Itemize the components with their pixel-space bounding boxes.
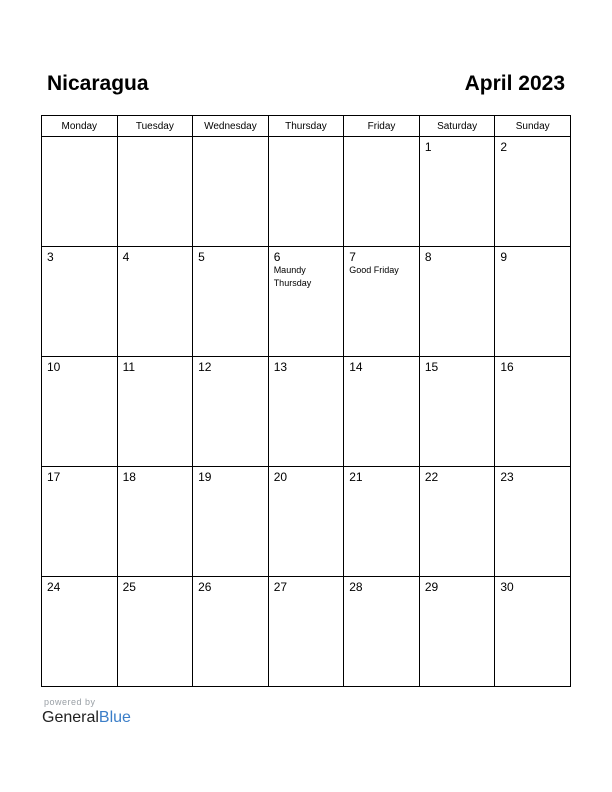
- brand-blue-text: Blue: [98, 709, 131, 726]
- day-number: 15: [424, 360, 439, 374]
- day-number: [193, 137, 268, 140]
- footer-branding: [42, 697, 131, 728]
- holiday-label: Good Friday: [349, 265, 399, 275]
- day-number: 19: [198, 470, 212, 484]
- brand-general-text: General: [42, 709, 99, 726]
- day-number: 24: [47, 580, 61, 594]
- holiday-label: Maundy Thursday: [273, 265, 312, 288]
- day-number: 5: [198, 250, 205, 264]
- day-cell: [268, 577, 344, 687]
- day-number: 29: [424, 580, 439, 594]
- day-number: 11: [122, 360, 136, 374]
- day-cell: [42, 137, 118, 247]
- day-number: 8: [424, 250, 432, 264]
- day-cell: [344, 467, 420, 577]
- day-number: [269, 137, 344, 140]
- day-cell: [193, 357, 269, 467]
- day-cell: [344, 577, 420, 687]
- generalblue-logo[interactable]: [42, 708, 131, 728]
- country-title: Nicaragua: [47, 72, 149, 95]
- day-number: 10: [47, 360, 61, 374]
- day-cell: [268, 137, 344, 247]
- weekday-header-row: [42, 116, 571, 137]
- day-cell: [117, 247, 193, 357]
- weekday-header: Wednesday: [193, 116, 269, 137]
- day-number: 25: [122, 580, 136, 594]
- day-number: 14: [349, 360, 363, 374]
- weekday-header: Sunday: [495, 116, 571, 137]
- day-cell: [42, 577, 118, 687]
- day-number: 16: [500, 360, 514, 374]
- day-cell: [193, 247, 269, 357]
- day-cell: [268, 247, 344, 357]
- day-number: 1: [424, 140, 432, 154]
- week-row: [42, 577, 571, 687]
- day-number: 21: [349, 470, 363, 484]
- day-number: 2: [500, 140, 508, 154]
- week-row: [42, 247, 571, 357]
- day-number: 23: [500, 470, 514, 484]
- day-cell: [117, 137, 193, 247]
- day-number: 7: [349, 250, 356, 264]
- week-row: [42, 467, 571, 577]
- day-cell: [193, 137, 269, 247]
- weekday-header: Thursday: [268, 116, 344, 137]
- day-number: 18: [122, 470, 136, 484]
- day-cell: [42, 247, 118, 357]
- day-cell: [193, 467, 269, 577]
- day-number: 22: [424, 470, 439, 484]
- day-number: [42, 137, 117, 140]
- day-cell: [193, 577, 269, 687]
- calendar-grid: [41, 115, 571, 687]
- day-cell: [419, 577, 495, 687]
- day-cell: [117, 467, 193, 577]
- day-number: 9: [500, 250, 508, 264]
- day-cell: [117, 577, 193, 687]
- day-cell: [117, 357, 193, 467]
- day-number: 6: [273, 250, 281, 264]
- day-cell: [495, 577, 571, 687]
- day-cell: [344, 137, 420, 247]
- powered-by-label: powered by: [44, 697, 96, 707]
- day-number: 28: [349, 580, 363, 594]
- day-cell: [344, 247, 420, 357]
- day-cell: [419, 137, 495, 247]
- day-cell: [419, 467, 495, 577]
- weekday-header: Tuesday: [117, 116, 193, 137]
- day-number: [344, 137, 419, 140]
- month-year-title: April 2023: [464, 72, 565, 95]
- day-cell: [268, 357, 344, 467]
- day-number: 3: [47, 250, 54, 264]
- day-number: 4: [122, 250, 130, 264]
- day-cell: [419, 357, 495, 467]
- day-number: 26: [198, 580, 212, 594]
- weekday-header: Friday: [344, 116, 420, 137]
- week-row: [42, 137, 571, 247]
- day-number: 13: [273, 360, 288, 374]
- weekday-header: Saturday: [419, 116, 495, 137]
- day-cell: [495, 137, 571, 247]
- day-cell: [495, 357, 571, 467]
- week-row: [42, 357, 571, 467]
- weekday-header: Monday: [42, 116, 118, 137]
- day-cell: [495, 247, 571, 357]
- day-number: [118, 137, 193, 140]
- day-cell: [42, 357, 118, 467]
- day-number: 20: [273, 470, 288, 484]
- day-cell: [344, 357, 420, 467]
- day-number: 30: [500, 580, 514, 594]
- day-number: 27: [273, 580, 288, 594]
- day-cell: [42, 467, 118, 577]
- day-cell: [495, 467, 571, 577]
- day-number: 17: [47, 470, 61, 484]
- day-cell: [268, 467, 344, 577]
- day-cell: [419, 247, 495, 357]
- day-number: 12: [198, 360, 212, 374]
